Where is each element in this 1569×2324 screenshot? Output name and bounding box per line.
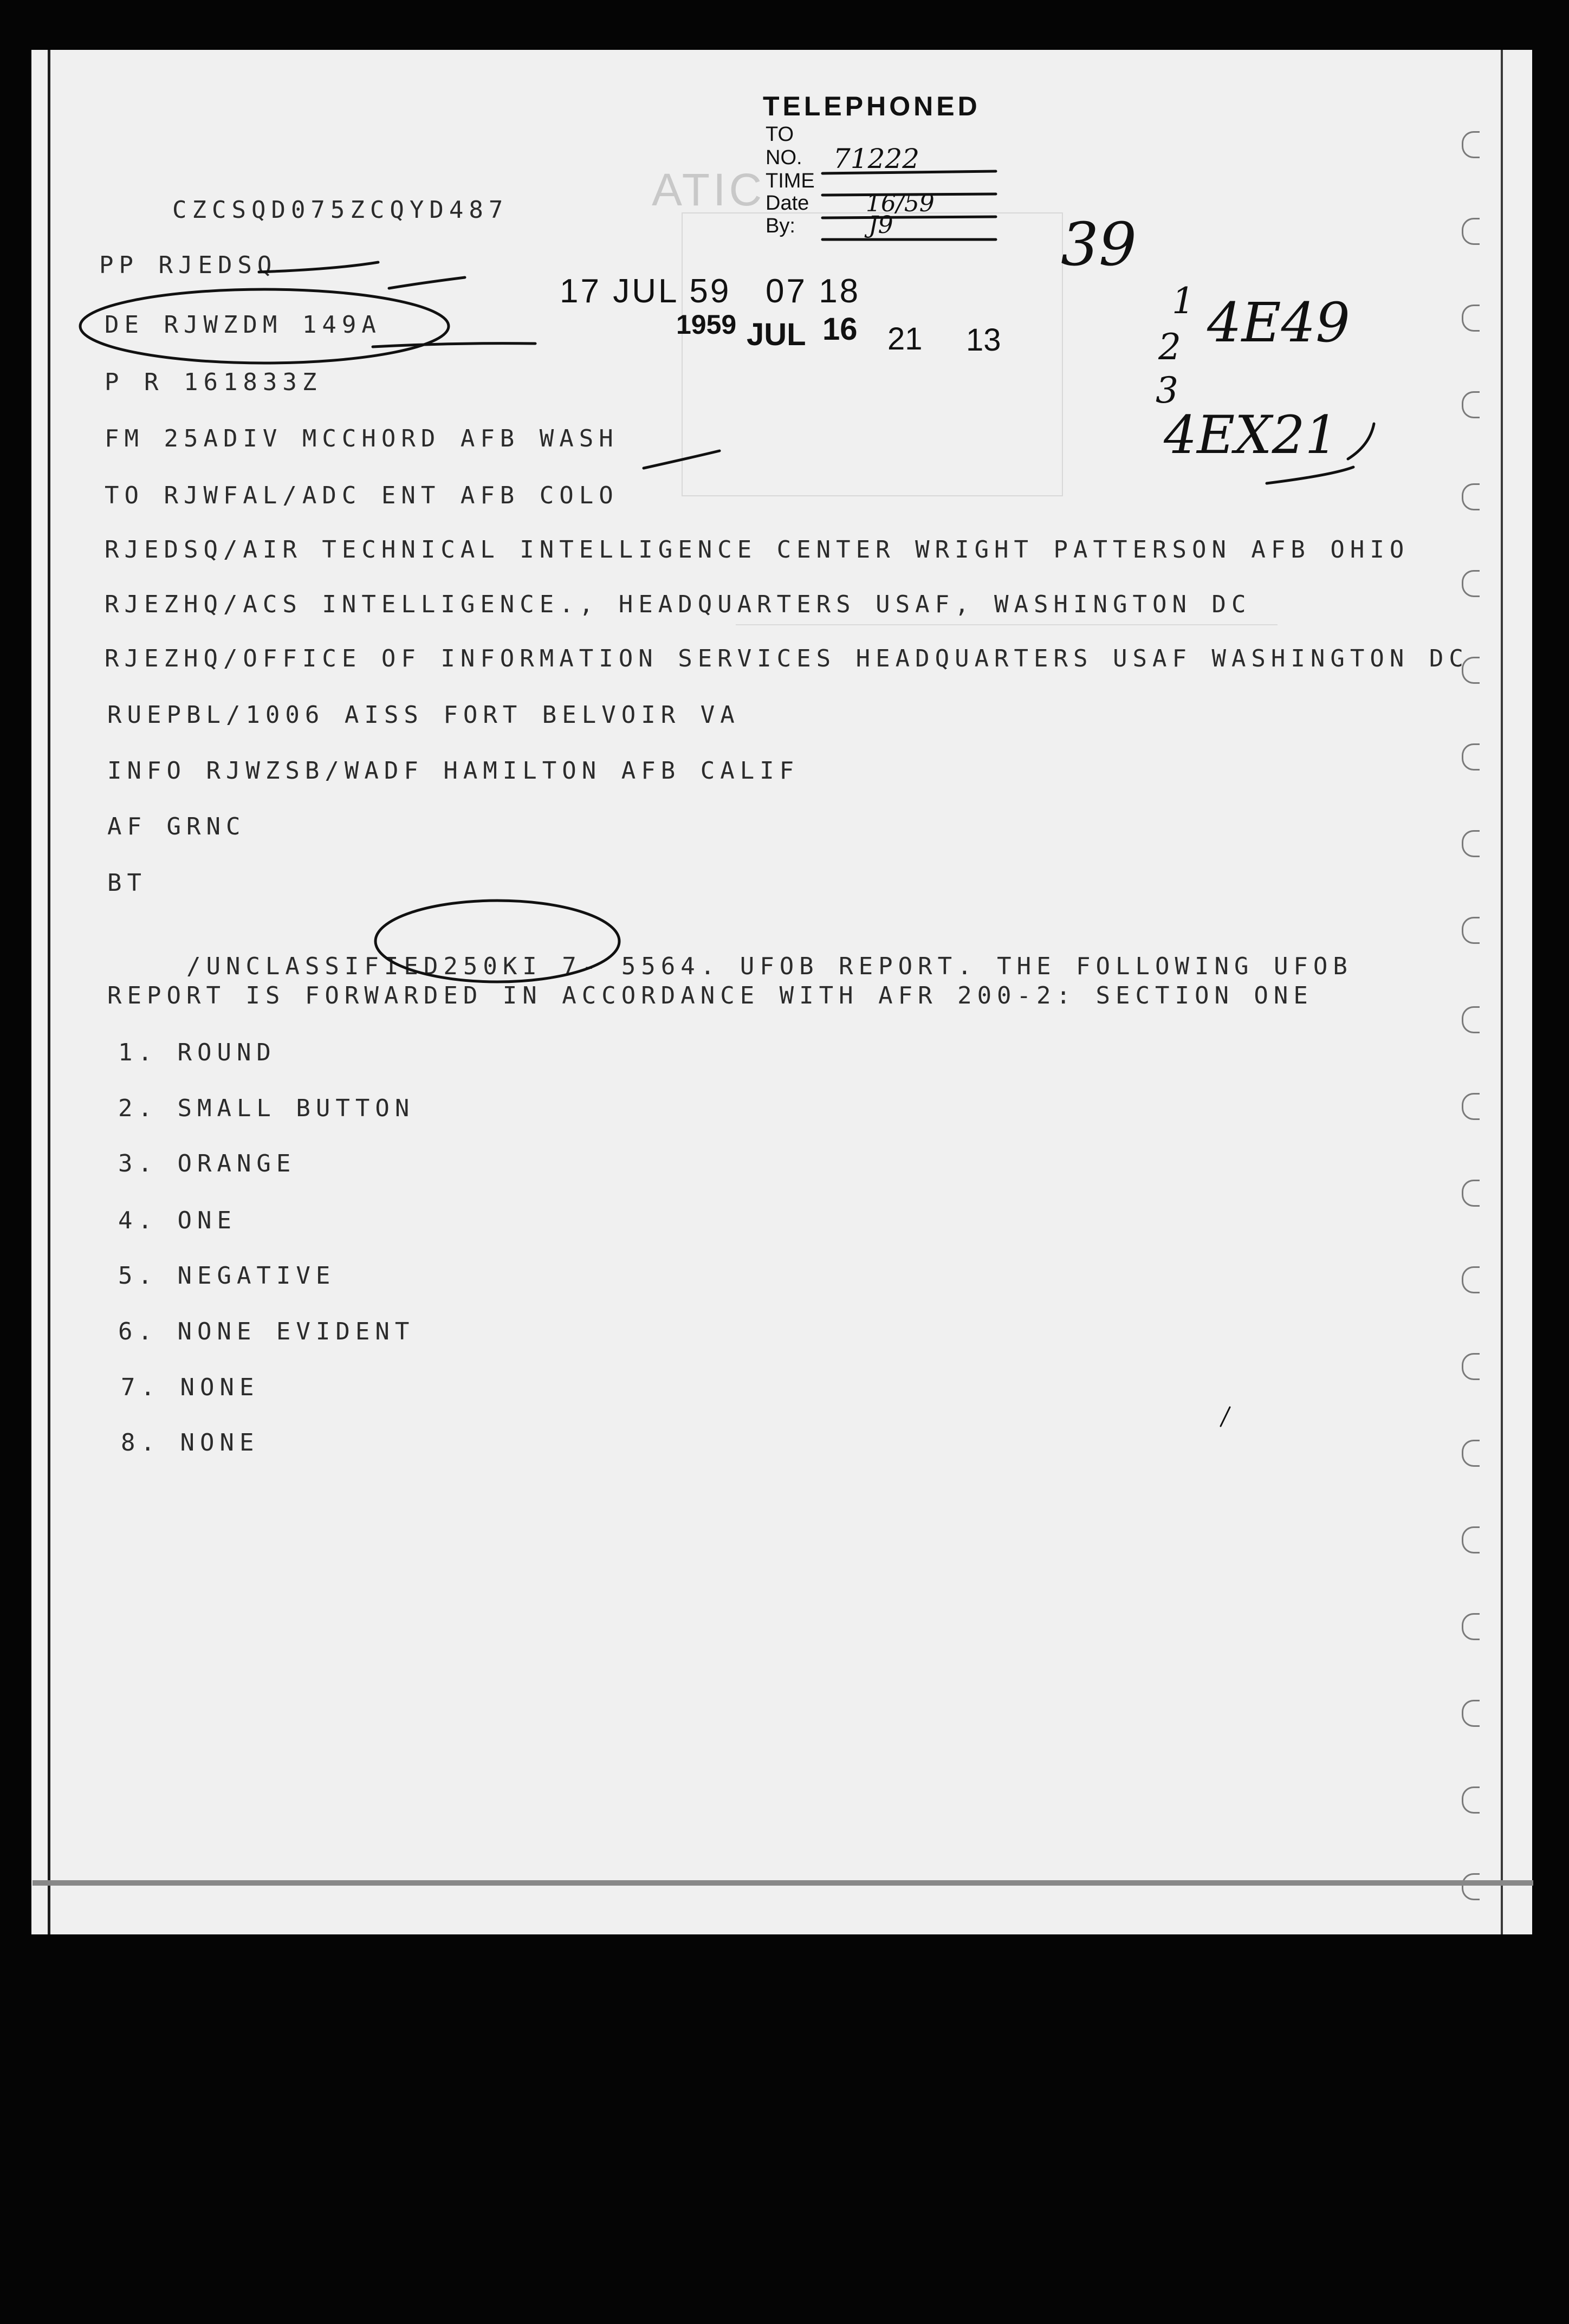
dash-stroke-3 <box>644 451 719 468</box>
handwritten-code-a: 4E49 <box>1207 291 1350 354</box>
feed-hole <box>1462 131 1480 158</box>
feed-hole <box>1462 218 1480 245</box>
telephoned-date-value: 16/59 <box>866 190 935 217</box>
underline-precedence <box>259 262 378 272</box>
to-line: TO RJWFAL/ADC ENT AFB COLO <box>105 482 619 509</box>
item-2: 2. SMALL BUTTON <box>118 1095 415 1122</box>
feed-hole <box>1462 1353 1480 1380</box>
feed-hole <box>1462 1440 1480 1467</box>
received-stamp: 17 JUL 59 07 18 <box>560 273 861 310</box>
grnc-line: AF GRNC <box>107 813 246 840</box>
precedence-line: PP RJEDSQ <box>99 251 277 279</box>
dtg-line: P R 161833Z <box>105 368 322 396</box>
report-reference: 250KI 7- 5564. <box>443 953 721 980</box>
feed-hole <box>1462 1786 1480 1814</box>
body-line-1-text: UFOB REPORT. THE FOLLOWING UFOB <box>720 953 1353 980</box>
telephoned-by-label: By: <box>766 215 795 237</box>
reference-circle <box>375 901 619 982</box>
code-check-stroke <box>1348 424 1374 459</box>
from-line: FM 25ADIV MCCHORD AFB WASH <box>105 425 619 452</box>
body-line-2: REPORT IS FORWARDED IN ACCORDANCE WITH AFR 200-2: SECTION ONE <box>107 982 1313 1009</box>
page-bottom-edge <box>33 1880 1533 1886</box>
code-underline <box>1267 467 1353 483</box>
addressee-line-acs: RJEZHQ/ACS INTELLIGENCE., HEADQUARTERS USAF, WASHINGTON DC <box>105 591 1252 618</box>
stamp-line-time <box>822 194 996 195</box>
item-8: 8. NONE <box>121 1429 260 1456</box>
stamp-line-date <box>822 217 996 218</box>
info-line: INFO RJWZSB/WADF HAMILTON AFB CALIF <box>107 757 800 785</box>
margin-rule <box>1501 50 1503 1934</box>
teletype-page <box>31 50 1532 1934</box>
addressee-line-aiss: RUEPBL/1006 AISS FORT BELVOIR VA <box>107 701 740 729</box>
sent-year: 1959 <box>676 309 737 340</box>
feed-hole <box>1462 1613 1480 1640</box>
sent-minute: 13 <box>966 322 1001 358</box>
sent-hour: 21 <box>887 321 923 357</box>
feed-hole <box>1462 1006 1480 1033</box>
addressee-line-atic: RJEDSQ/AIR TECHNICAL INTELLIGENCE CENTER WRIGHT PATTERSON AFB OHIO <box>105 536 1410 564</box>
feed-hole <box>1462 305 1480 332</box>
item-5: 5. NEGATIVE <box>118 1262 336 1290</box>
dash-stroke-2 <box>373 344 535 347</box>
feed-hole <box>1462 1526 1480 1553</box>
telephoned-time-label: TIME <box>766 170 815 192</box>
break-line: BT <box>107 869 147 897</box>
feed-hole <box>1462 483 1480 510</box>
pen-marks <box>31 50 1532 1934</box>
feed-hole <box>1462 1266 1480 1293</box>
originator-line: DE RJWZDM 149A <box>105 311 381 339</box>
item-4: 4. ONE <box>118 1207 237 1234</box>
feed-hole <box>1462 570 1480 597</box>
telephoned-no-label: NO. <box>766 146 802 169</box>
handwritten-mark-2: 2 <box>1158 326 1181 368</box>
page-number-annotation: 39 <box>1061 210 1137 279</box>
telephoned-by-value: J9 <box>868 211 893 239</box>
addressee-line-ois: RJEZHQ/OFFICE OF INFORMATION SERVICES HEADQUARTERS USAF WASHINGTON DC <box>105 645 1469 672</box>
feed-hole <box>1462 917 1480 944</box>
stray-tick <box>1221 1407 1230 1426</box>
dash-stroke-1 <box>389 277 465 288</box>
telephoned-to-label: TO <box>766 123 794 146</box>
item-3: 3. ORANGE <box>118 1150 296 1177</box>
item-6: 6. NONE EVIDENT <box>118 1318 415 1345</box>
telephoned-no-value: 71222 <box>833 143 920 174</box>
sent-month: JUL <box>747 317 806 352</box>
feed-hole <box>1462 1093 1480 1120</box>
feed-hole <box>1462 743 1480 771</box>
stamp-line-no <box>822 171 996 173</box>
classification-prefix: /UNCLASSIFIED <box>186 953 444 980</box>
item-1: 1. ROUND <box>118 1039 276 1066</box>
handwritten-code-b: 4EX21 <box>1164 405 1338 465</box>
feed-hole <box>1462 391 1480 418</box>
feed-hole <box>1462 657 1480 684</box>
routing-line: CZCSQD075ZCQYD487 <box>172 196 509 224</box>
telephoned-title: TELEPHONED <box>763 91 981 121</box>
sent-day: 16 <box>822 312 858 347</box>
feed-hole <box>1462 1180 1480 1207</box>
handwritten-mark-3: 3 <box>1156 370 1178 411</box>
feed-hole <box>1462 1873 1480 1900</box>
feed-hole <box>1462 830 1480 857</box>
telephoned-date-label: Date <box>766 192 809 215</box>
atic-stamp: ATIC <box>652 164 766 215</box>
handwritten-mark-1: 1 <box>1172 280 1195 322</box>
item-7: 7. NONE <box>121 1374 260 1401</box>
feed-hole <box>1462 1700 1480 1727</box>
originator-circle <box>80 289 449 363</box>
